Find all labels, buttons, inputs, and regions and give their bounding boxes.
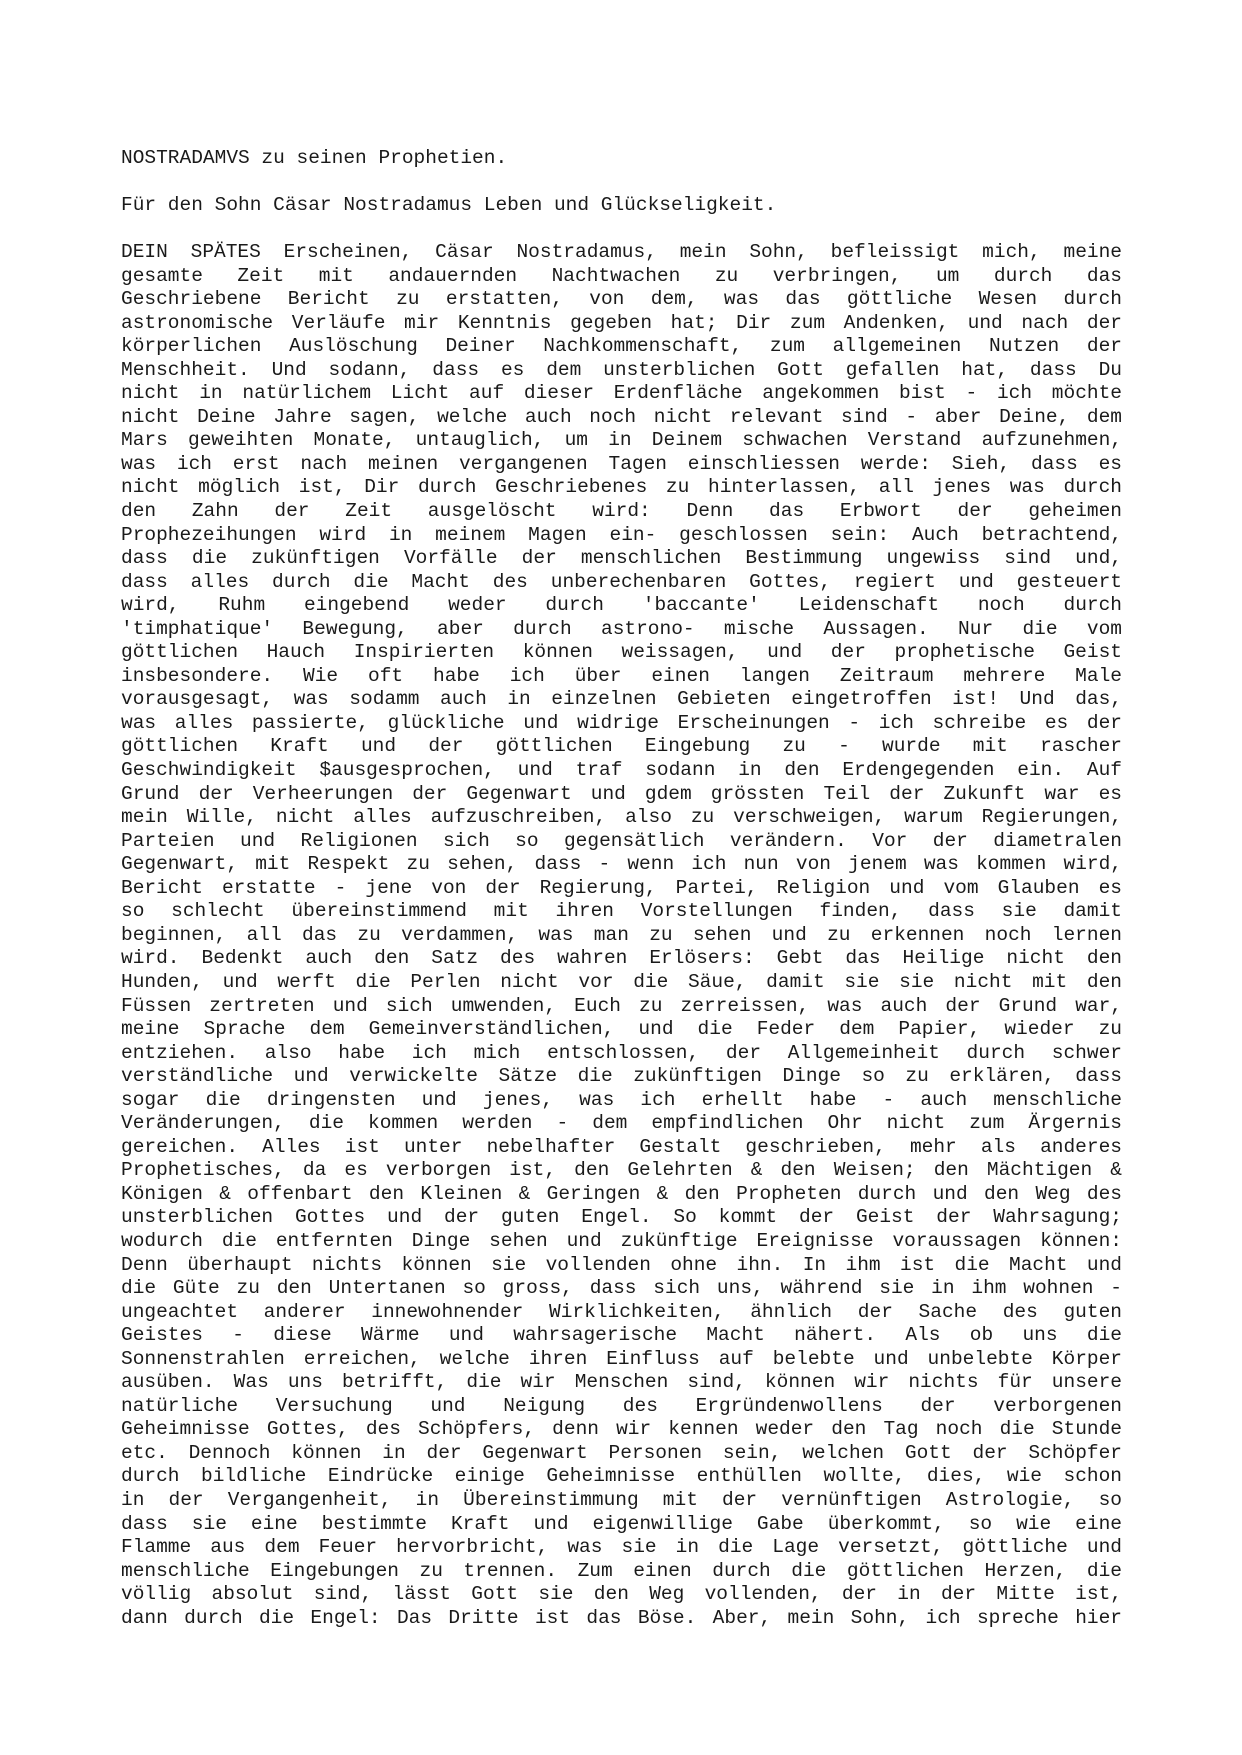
body-line: dann durch die Engel: Das Dritte ist das Böse. Aber, mein Sohn, ich spreche hier (121, 1606, 1122, 1629)
body-line: ungeachtet anderer innewohnender Wirklichkeiten, ähnlich der Sache des guten (121, 1300, 1122, 1323)
body-line: Menschheit. Und sodann, dass es dem unsterblichen Gott gefallen hat, dass Du (121, 358, 1122, 381)
body-line: Gegenwart, mit Respekt zu sehen, dass - wenn ich nun von jenem was kommen wird, (121, 853, 1122, 876)
body-line: ausüben. Was uns betrifft, die wir Menschen sind, können wir nichts für unsere (121, 1371, 1122, 1394)
body-line: Geistes - diese Wärme und wahrsagerische Macht nähert. Als ob uns die (121, 1324, 1122, 1347)
body-line: Königen & offenbart den Kleinen & Geringen & den Propheten durch und den Weg des (121, 1182, 1122, 1205)
body-line: Sonnenstrahlen erreichen, welche ihren Einfluss auf belebte und unbelebte Körper (121, 1347, 1122, 1370)
body-line: gesamte Zeit mit andauernden Nachtwachen zu verbringen, um durch das (121, 264, 1122, 287)
body-line: Denn überhaupt nichts können sie vollenden ohne ihn. In ihm ist die Macht und (121, 1253, 1122, 1276)
body-line: Flamme aus dem Feuer hervorbricht, was sie in die Lage versetzt, göttliche und (121, 1536, 1122, 1559)
body-line: meine Sprache dem Gemeinverständlichen, und die Feder dem Papier, wieder zu (121, 1018, 1122, 1041)
body-line: Parteien und Religionen sich so gegensätlich verändern. Vor der diametralen (121, 829, 1122, 852)
body-line: Prophetisches, da es verborgen ist, den Gelehrten & den Weisen; den Mächtigen & (121, 1159, 1122, 1182)
body-line: menschliche Eingebungen zu trennen. Zum einen durch die göttlichen Herzen, die (121, 1559, 1122, 1582)
body-line: nicht Deine Jahre sagen, welche auch noch nicht relevant sind - aber Deine, dem (121, 405, 1122, 428)
body-line: die Güte zu den Untertanen so gross, dass sich uns, während sie in ihm wohnen - (121, 1277, 1122, 1300)
body-line: gereichen. Alles ist unter nebelhafter Gestalt geschrieben, mehr als anderes (121, 1135, 1122, 1158)
body-line: vorausgesagt, was sodamm auch in einzelnen Gebieten eingetroffen ist! Und das, (121, 688, 1122, 711)
body-line: Geschriebene Bericht zu erstatten, von dem, was das göttliche Wesen durch (121, 288, 1122, 311)
body-line: Bericht erstatte - jene von der Regierung, Partei, Religion und vom Glauben es (121, 876, 1122, 899)
body-line: dass sie eine bestimmte Kraft und eigenwillige Gabe überkommt, so wie eine (121, 1512, 1122, 1535)
body-line: Geschwindigkeit $ausgesprochen, und traf sodann in den Erdengegenden ein. Auf (121, 759, 1122, 782)
body-line: Grund der Verheerungen der Gegenwart und gdem grössten Teil der Zukunft war es (121, 782, 1122, 805)
body-line: verständliche und verwickelte Sätze die zukünftigen Dinge so zu erklären, dass (121, 1065, 1122, 1088)
body-line: dass alles durch die Macht des unberechenbaren Gottes, regiert und gesteuert (121, 570, 1122, 593)
body-line: 'timphatique' Bewegung, aber durch astrono- mische Aussagen. Nur die vom (121, 617, 1122, 640)
body-line: den Zahn der Zeit ausgelöscht wird: Denn das Erbwort der geheimen (121, 500, 1122, 523)
body-line: sogar die dringensten und jenes, was ich erhellt habe - auch menschliche (121, 1088, 1122, 1111)
document-subtitle: Für den Sohn Cäsar Nostradamus Leben und Glückseligkeit. (121, 194, 777, 216)
body-line: natürliche Versuchung und Neigung des Ergründenwollens der verborgenen (121, 1394, 1122, 1417)
body-line: wird. Bedenkt auch den Satz des wahren Erlösers: Gebt das Heilige nicht den (121, 947, 1122, 970)
body-line: astronomische Verläufe mir Kenntnis gegeben hat; Dir zum Andenken, und nach der (121, 311, 1122, 334)
body-line: DEIN SPÄTES Erscheinen, Cäsar Nostradamus, mein Sohn, befleissigt mich, meine (121, 241, 1122, 263)
body-line: in der Vergangenheit, in Übereinstimmung mit der vernünftigen Astrologie, so (121, 1488, 1122, 1511)
body-line: Füssen zertreten und sich umwenden, Euch zu zerreissen, was auch der Grund war, (121, 994, 1122, 1017)
body-line: unsterblichen Gottes und der guten Engel. So kommt der Geist der Wahrsagung; (121, 1206, 1122, 1229)
body-line: nicht möglich ist, Dir durch Geschriebenes zu hinterlassen, all jenes was durch (121, 476, 1122, 499)
body-line: Mars geweihten Monate, untauglich, um in Deinem schwachen Verstand aufzunehmen, (121, 429, 1122, 452)
body-line: Prophezeihungen wird in meinem Magen ein- geschlossen sein: Auch betrachtend, (121, 523, 1122, 546)
body-line: was ich erst nach meinen vergangenen Tagen einschliessen werde: Sieh, dass es (121, 452, 1122, 475)
body-line: dass die zukünftigen Vorfälle der menschlichen Bestimmung ungewiss sind und, (121, 547, 1122, 570)
body-line: mein Wille, nicht alles aufzuschreiben, also zu verschweigen, warum Regierungen, (121, 806, 1122, 829)
body-line: Hunden, und werft die Perlen nicht vor die Säue, damit sie sie nicht mit den (121, 970, 1122, 993)
body-line: insbesondere. Wie oft habe ich über einen langen Zeitraum mehrere Male (121, 664, 1122, 687)
body-line: beginnen, all das zu verdammen, was man zu sehen und zu erkennen noch lernen (121, 923, 1122, 946)
body-line: körperlichen Auslöschung Deiner Nachkommenschaft, zum allgemeinen Nutzen der (121, 335, 1122, 358)
document-body (121, 241, 1122, 1630)
body-line: nicht in natürlichem Licht auf dieser Erdenfläche angekommen bist - ich möchte (121, 382, 1122, 405)
body-line: entziehen. also habe ich mich entschlossen, der Allgemeinheit durch schwer (121, 1041, 1122, 1064)
body-line: etc. Dennoch können in der Gegenwart Personen sein, welchen Gott der Schöpfer (121, 1441, 1122, 1464)
body-line: göttlichen Hauch Inspirierten können weissagen, und der prophetische Geist (121, 641, 1122, 664)
body-line: göttlichen Kraft und der göttlichen Eingebung zu - wurde mit rascher (121, 735, 1122, 758)
body-line: wodurch die entfernten Dinge sehen und zukünftige Ereignisse voraussagen können: (121, 1229, 1122, 1252)
body-line: Geheimnisse Gottes, des Schöpfers, denn wir kennen weder den Tag noch die Stunde (121, 1418, 1122, 1441)
body-line: was alles passierte, glückliche und widrige Erscheinungen - ich schreibe es der (121, 711, 1122, 734)
body-line: so schlecht übereinstimmend mit ihren Vorstellungen finden, dass sie damit (121, 900, 1122, 923)
document-title: NOSTRADAMVS zu seinen Prophetien. (121, 147, 508, 169)
body-line: völlig absolut sind, lässt Gott sie den Weg vollenden, der in der Mitte ist, (121, 1583, 1122, 1606)
body-line: durch bildliche Eindrücke einige Geheimnisse enthüllen wollte, dies, wie schon (121, 1465, 1122, 1488)
body-line: Veränderungen, die kommen werden - dem empfindlichen Ohr nicht zum Ärgernis (121, 1112, 1122, 1135)
body-line: wird, Ruhm eingebend weder durch 'baccante' Leidenschaft noch durch (121, 594, 1122, 617)
